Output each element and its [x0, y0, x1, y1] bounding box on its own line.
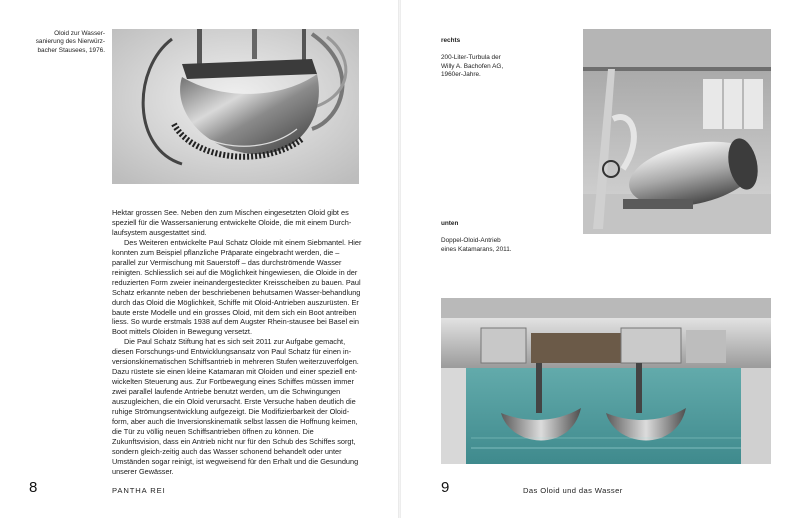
caption-heading: rechts: [441, 37, 461, 45]
oloid-photo-caption: Oloid zur Wasser- sanierung des Nierwürz- bacher Stausees, 1976.: [35, 30, 105, 54]
catamaran-oloid-drive-photo: [441, 298, 771, 464]
running-title: Das Oloid und das Wasser: [523, 486, 623, 495]
caption-heading: unten: [441, 220, 459, 228]
body-paragraph: Hektar grossen See. Neben den zum Mischen eingesetzten Oloid gibt es speziell für die Wassersanierung entwickelte Oloide, die mit einem Durch-laufsystem ausgestattet sind.: [112, 208, 352, 237]
left-page: [0, 0, 398, 518]
catamaran-photo-caption: [441, 212, 571, 254]
page-number: 9: [441, 479, 450, 496]
book-gutter: [398, 0, 401, 518]
page-number: 8: [29, 479, 38, 496]
running-title: PANTHA REI: [112, 486, 166, 495]
body-paragraph: Die Paul Schatz Stiftung hat es sich seit 2011 zur Aufgabe gemacht, diesen Forschungs-und Entwicklungsansatz von Paul Schatz für einen in-versionskinematischen Schiffsantrieb in mehreren Stufen weiterzuverfolgen. Dazu rüstete sie einen kleine Katamaran mit Oloiden und einer speziell ent-wickelten Steuerung aus. Zur Fortbewegung eines Schiffes müssen immer zwei parallel laufende Antriebe benutzt werden, um die Schwingungen auszugleichen, die ein Oloid verursacht. Erste Versuche haben deutlich die ruhige Strömungsentwicklung aufgezeigt. Die Modifizierbarkeit der Oloid-form, aber auch die Inversionskinematik selbst lassen die Hoffnung keimen, die Tür zu völlig neuen Schiffsantrieben öffnen zu können. Die Zukunftsvision, dass ein Antrieb nicht nur für den Schub des Schiffes sorgt, sondern gleich-zeitig auch das Wasser schonend behandelt oder unter Umständen sogar reinigt, ist wegweisend für den Erhalt und die Gesundung unserer Gewässer.: [112, 337, 359, 476]
caption-text: 200-Liter-Turbula der Willy A. Bachofen AG, 1960er-Jahre.: [441, 54, 504, 79]
oloid-water-sanitation-photo: [112, 29, 359, 184]
turbula-photo-caption: [441, 29, 571, 79]
caption-text: Doppel-Oloid-Antrieb eines Katamarans, 2011.: [441, 237, 512, 253]
turbula-machine-photo: [583, 29, 771, 234]
body-paragraph: Des Weiteren entwickelte Paul Schatz Oloide mit einem Siebmantel. Hier konnten zum Beispiel pflanzliche Präparate eingebracht werden, die – parallel zur Vermischung mit Sauerstoff – das durchströmende Wasser reinigten. Schliesslich sei auf die Möglichkeit hingewiesen, die Oloide in der reduzierten Form zweier ineinandergesteckter Kreisscheiben zu bauen. Paul Schatz erkannte neben der beschriebenen behutsamen Wasser-behandlung durch das Oloid die Möglichkeit, Schiffe mit Oloid-Antrieben auszurüsten. Er baute erste Modelle und ein grosses Oloid, mit dem sich ein Boot antreiben liess. So wurde erstmals 1938 auf dem Augster Rhein-stausee bei Basel ein Boot mittels Oloiden in Bewegung versetzt.: [112, 237, 362, 337]
body-text: [112, 208, 362, 477]
